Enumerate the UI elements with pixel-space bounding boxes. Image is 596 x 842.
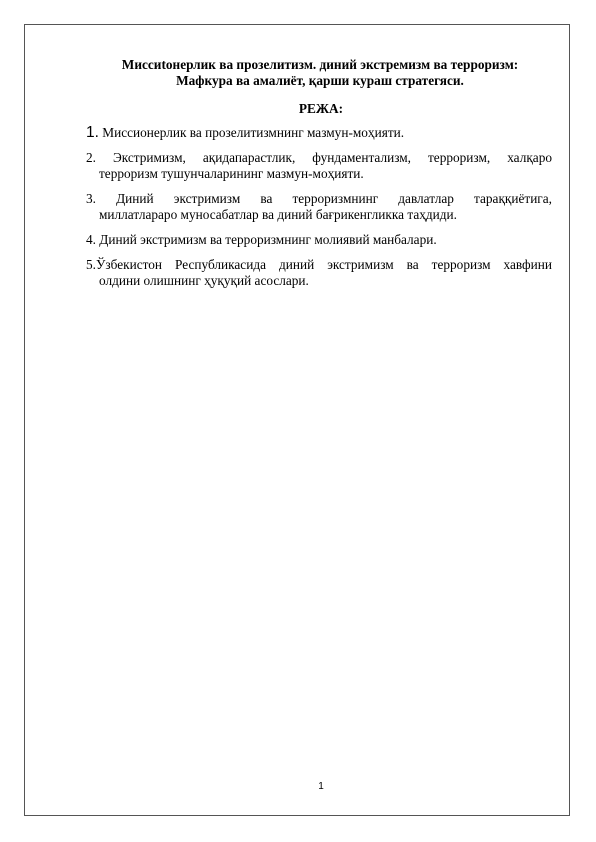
- plan-item-line: [86, 125, 552, 141]
- plan-item-line: [86, 232, 552, 248]
- plan-item-continuation: терроризм тушунчаларининг мазмун-моҳияти.: [99, 166, 364, 181]
- plan-item-text: Диний экстримизм ва терроризмнинг давлатлар тараққиётига,: [95, 191, 552, 206]
- title-line-1: Миссиtoнерлик ва прозелитизм. диний экстремизм ва терроризм:: [121, 57, 519, 72]
- plan-item-number: 4.: [86, 232, 96, 247]
- plan-item-line: [86, 191, 552, 207]
- plan-list: [86, 125, 552, 298]
- plan-item-number: 3.: [86, 191, 96, 206]
- plan-item-text: Миссионерлик ва прозелитизмнинг мазмун-моҳияти.: [98, 125, 405, 140]
- plan-item-number: 1.: [86, 124, 99, 141]
- plan-item-number: 5.: [86, 257, 96, 272]
- plan-item-text: Ўзбекистон Республикасида диний экстримизм ва терроризм хавфини: [95, 257, 552, 272]
- plan-item-3: [86, 191, 552, 223]
- plan-item-line: [86, 257, 552, 273]
- plan-item-continuation: олдини олишнинг ҳуқуқий асослари.: [99, 273, 309, 288]
- plan-item-text: Экстримизм, ақидапарастлик, фундаментализм, терроризм, халқаро: [95, 150, 552, 165]
- page-number: 1: [318, 781, 324, 792]
- plan-item-1: [86, 125, 552, 141]
- plan-item-text: Диний экстримизм ва терроризмнинг молиявий манбалари.: [95, 232, 437, 247]
- title-line-2: Мафкура ва амалиёт, қарши кураш стратегяси.: [176, 73, 464, 88]
- plan-item-4: [86, 232, 552, 248]
- plan-item-continuation: миллатлараро муносабатлар ва диний бағрикенгликка таҳдиди.: [99, 207, 457, 222]
- document-title: [80, 57, 560, 89]
- plan-item-2: [86, 150, 552, 182]
- plan-item-5: [86, 257, 552, 289]
- plan-heading: РЕЖА:: [298, 101, 344, 116]
- plan-item-line: [86, 150, 552, 166]
- plan-item-number: 2.: [86, 150, 96, 165]
